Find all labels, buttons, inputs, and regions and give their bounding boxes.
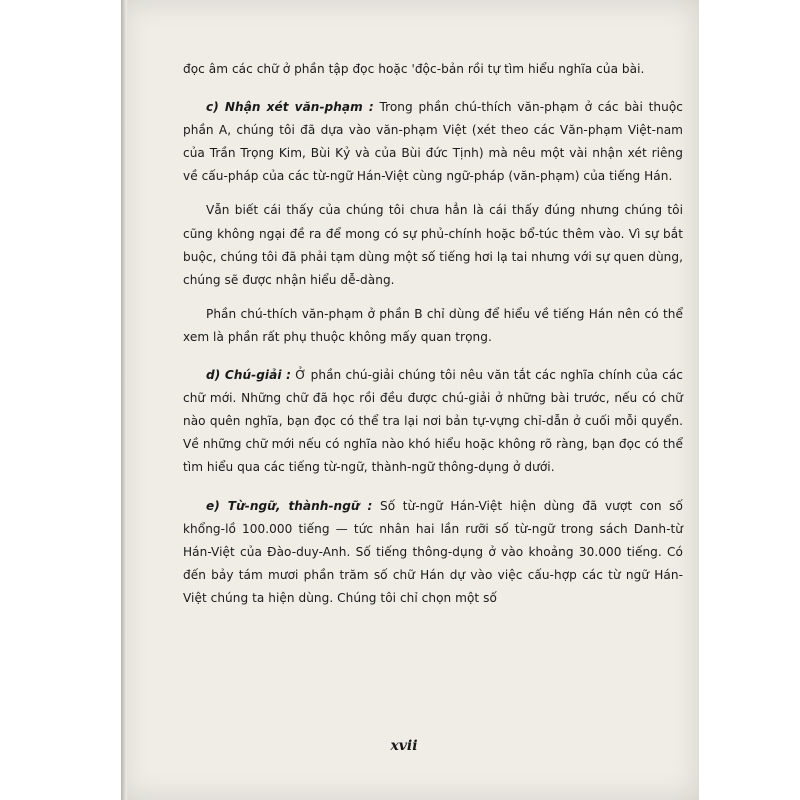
page-number-text: xvii	[390, 738, 418, 754]
page-gutter-shadow	[121, 0, 127, 800]
section-c-paragraph-3: Phần chú-thích văn-phạm ở phần B chỉ dùng để hiểu về tiếng Hán nên có thể xem là phần rất phụ thuộc không mấy quan trọng.	[183, 306, 683, 344]
section-d-text-1: Ở phần chú-giải chúng tôi nêu văn tắt các nghĩa chính của các chữ mới. Những chữ đã học rồi đều được chú-giải ở những bài trước, nếu có chữ nào quên nghĩa, bạn đọc có thể tra lại nơi bản tự-vựng chỉ-dẫn ở cuối mỗi quyển. Về những chữ mới nếu có nghĩa nào khó hiểu hoặc không rõ ràng, bạn đọc có thể tìm hiểu qua các tiếng từ-ngữ, thành-ngữ thông-dụng ở dưới.	[183, 368, 683, 475]
section-d-first-paragraph	[183, 364, 683, 479]
section-e-text-1: Số từ-ngữ Hán-Việt hiện dùng đã vượt con số khổng-lồ 100.000 tiếng — tức nhân hai lần rưỡi số từ-ngữ trong sách Danh-từ Hán-Việt của Đào-duy-Anh. Số tiếng thông-dụng ở vào khoảng 30.000 tiếng. Có đến bảy tám mươi phần trăm số chữ Hán dự vào việc cấu-hợp các từ ngữ Hán-Việt chúng ta hiện dùng. Chúng tôi chỉ chọn một số	[183, 498, 683, 605]
section-c-text-1: Trong phần chú-thích văn-phạm ở các bài thuộc phần A, chúng tôi đã dựa vào văn-phạm Việt (xét theo các Văn-phạm Việt-nam của Trần Trọng Kim, Bùi Kỷ và của Bùi đức Tịnh) mà nêu một vài nhận xét riêng về cấu-pháp của các từ-ngữ Hán-Việt cùng ngữ-pháp (văn-phạm) của tiếng Hán.	[183, 100, 683, 184]
page-number	[0, 738, 800, 754]
section-c-first-paragraph	[183, 96, 683, 188]
page-text	[183, 58, 683, 610]
section-d-heading: d) Chú-giải :	[206, 368, 292, 383]
section-e-heading: e) Từ-ngữ, thành-ngữ :	[206, 498, 373, 513]
section-c-paragraph-2: Vẫn biết cái thấy của chúng tôi chưa hẳn là cái thấy đúng nhưng chúng tôi cũng không ngại đề ra để mong có sự phủ-chính hoặc bổ-túc thêm vào. Vì sự bắt buộc, chúng tôi đã phải tạm dùng một số tiếng hơi lạ tai nhưng với sự quen dùng, chúng sẽ được nhận hiểu dễ-dàng.	[183, 203, 683, 287]
opening-paragraph: đọc âm các chữ ở phần tập đọc hoặc 'độc-bản rồi tự tìm hiểu nghĩa của bài.	[183, 62, 645, 76]
section-c-heading: c) Nhận xét văn-phạm :	[206, 100, 374, 115]
section-e-first-paragraph	[183, 495, 683, 610]
